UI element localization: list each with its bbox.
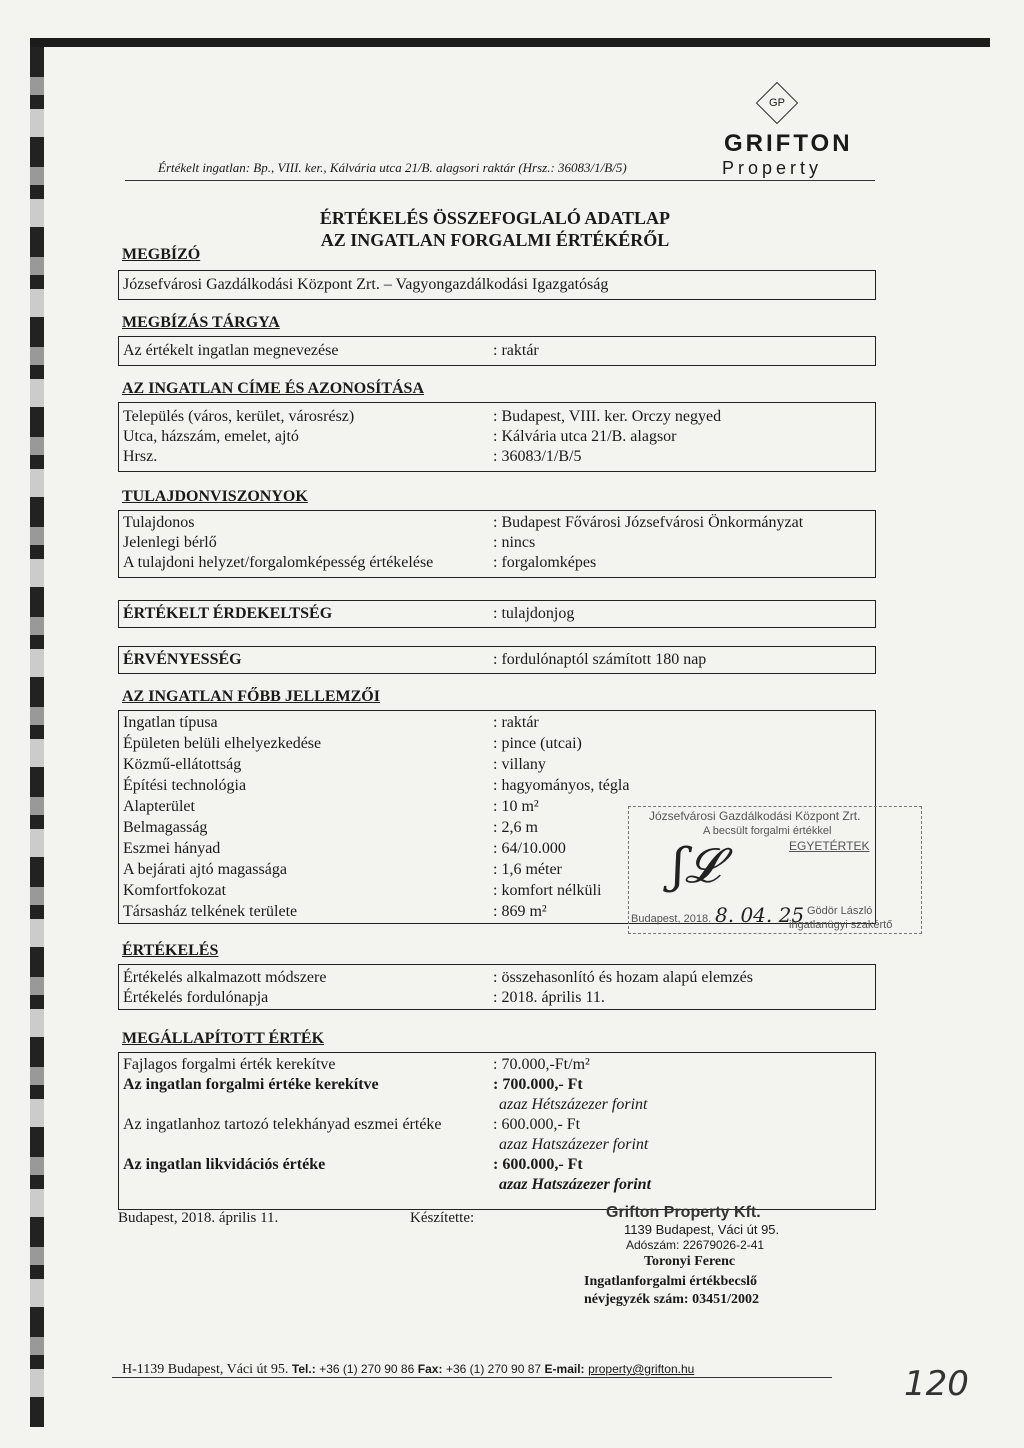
page-title-line1: ÉRTÉKELÉS ÖSSZEFOGLALÓ ADATLAP: [319, 208, 671, 228]
ertekeles-box: [118, 964, 876, 1010]
header-rule: [125, 180, 875, 181]
ervenyesseg-label: ÉRVÉNYESSÉG: [123, 651, 242, 668]
table-row: Az értékelt ingatlan megnevezése : raktár: [123, 342, 539, 359]
megbizo-box: [118, 270, 876, 300]
footer-email-link[interactable]: property@grifton.hu: [588, 1362, 695, 1376]
handwritten-signature: ʃ𝓛: [672, 838, 720, 894]
signoff-prepared-by: Készítette:: [410, 1210, 475, 1226]
signoff-tax-no: Adószám: 22679026-2-41: [626, 1238, 765, 1252]
table-row: Értékelés alkalmazott módszere : összehasonlító és hozam alapú elemzés: [123, 969, 753, 986]
section-heading-megbizo: MEGBÍZÓ: [122, 246, 201, 263]
table-row: Hrsz. : 36083/1/B/5: [123, 448, 582, 465]
section-heading-targy: MEGBÍZÁS TÁRGYA: [122, 314, 280, 331]
table-row: Közmű-ellátottság : villany: [123, 756, 546, 773]
table-row: Belmagasság : 2,6 m: [123, 819, 538, 836]
section-heading-jellemzok: AZ INGATLAN FŐBB JELLEMZŐI: [122, 688, 380, 705]
table-row: Az ingatlan likvidációs értéke : 600.000,- Ft: [123, 1156, 583, 1173]
table-row: Társasház telkének területe : 869 m²: [123, 903, 547, 920]
ervenyesseg-value: : fordulónaptól számított 180 nap: [493, 651, 707, 668]
section-heading-ertekeles: ÉRTÉKELÉS: [122, 942, 219, 959]
footer-tel: +36 (1) 270 90 86: [319, 1362, 415, 1376]
signoff-company-addr: 1139 Budapest, Váci út 95.: [624, 1222, 780, 1237]
table-row: Értékelés fordulónapja : 2018. április 11.: [123, 989, 605, 1006]
signoff-place-date: Budapest, 2018. április 11.: [118, 1210, 279, 1226]
grifton-logo-icon: GP: [756, 82, 798, 124]
erdekeltseg-box: [118, 600, 876, 628]
tulajdon-box: [118, 510, 876, 578]
scan-left-edge: [30, 47, 44, 1427]
table-row: Jelenlegi bérlő : nincs: [123, 534, 536, 551]
approval-stamp: Józsefvárosi Gazdálkodási Központ Zrt. A becsült forgalmi értékkel EGYETÉRTEK Budapest, 2018. 8. 04. 25 Gödör László ingatlanügyi szakértő: [628, 806, 922, 934]
erdekeltseg-label: ÉRTÉKELT ÉRDEKELTSÉG: [123, 605, 333, 622]
footer: H-1139 Budapest, Váci út 95. Tel.: +36 (1) 270 90 86 Fax: +36 (1) 270 90 87 E-mail: property@grifton.hu: [122, 1362, 695, 1377]
ervenyesseg-box: [118, 646, 876, 674]
ertek-box: Fajlagos forgalmi érték kerekítve : 70.000,-Ft/m² Az ingatlan forgalmi értéke kerekítve : 700.000,- Ft azaz Hétszázezer forint Az ingatlanhoz tartozó telekhányad eszmei értéke : 600.000,- Ft azaz Hatszázezer forint Az ingatlan likvidációs értéke : 600.000,- Ft azaz Hatszázezer forint: [118, 1052, 876, 1210]
footer-fax: +36 (1) 270 90 87: [445, 1362, 542, 1376]
table-row: Eszmei hányad : 64/10.000: [123, 840, 566, 857]
section-heading-ertek: MEGÁLLAPÍTOTT ÉRTÉK: [122, 1030, 325, 1047]
megbizo-value: Józsefvárosi Gazdálkodási Központ Zrt. – Vagyongazdálkodási Igazgatóság: [123, 276, 609, 293]
footer-address: H-1139 Budapest, Váci út 95.: [122, 1362, 289, 1377]
table-row: Alapterület : 10 m²: [123, 798, 539, 815]
section-heading-tulajdon: TULAJDONVISZONYOK: [122, 488, 308, 505]
subject-property-line: Értékelt ingatlan: Bp., VIII. ker., Kálvária utca 21/B. alagsori raktár (Hrsz.: 36083/1/B/5): [158, 160, 627, 175]
table-row: Fajlagos forgalmi érték kerekítve : 70.000,-Ft/m²: [123, 1056, 590, 1073]
signoff-person: Toronyi Ferenc: [644, 1254, 736, 1269]
scan-top-edge: [30, 38, 990, 47]
erdekeltseg-value: : tulajdonjog: [493, 605, 575, 622]
table-row: Település (város, kerület, városrész) : Budapest, VIII. ker. Orczy negyed: [123, 408, 722, 425]
table-row: Építési technológia : hagyományos, tégla: [123, 777, 630, 794]
table-row: Utca, házszám, emelet, ajtó : Kálvária utca 21/B. alagsor: [123, 428, 677, 445]
table-row: Ingatlan típusa : raktár: [123, 714, 539, 731]
table-row: Tulajdonos : Budapest Fővárosi Józsefvárosi Önkormányzat: [123, 514, 804, 531]
table-row: Épületen belüli elhelyezkedése : pince (utcai): [123, 735, 582, 752]
signoff-role: Ingatlanforgalmi értékbecslő: [584, 1274, 758, 1289]
signoff-company: Grifton Property Kft.: [606, 1204, 761, 1221]
table-row: Az ingatlanhoz tartozó telekhányad eszmei értéke : 600.000,- Ft: [123, 1116, 581, 1133]
logo-sub: Property: [722, 158, 823, 178]
table-row: Az ingatlan forgalmi értéke kerekítve : 700.000,- Ft: [123, 1076, 583, 1093]
section-heading-cim: AZ INGATLAN CÍME ÉS AZONOSÍTÁSA: [122, 380, 424, 397]
targy-box: [118, 336, 876, 366]
signoff-registry: névjegyzék szám: 03451/2002: [584, 1292, 759, 1307]
cim-box: [118, 402, 876, 472]
logo-name: GRIFTON: [724, 130, 853, 157]
table-row: A bejárati ajtó magassága : 1,6 méter: [123, 861, 562, 878]
page-title-line2: AZ INGATLAN FORGALMI ÉRTÉKÉRŐL: [320, 230, 670, 250]
table-row: A tulajdoni helyzet/forgalomképesség értékelése : forgalomképes: [123, 554, 597, 571]
table-row: Komfortfokozat : komfort nélküli: [123, 882, 602, 899]
page-number: 120: [904, 1364, 969, 1404]
